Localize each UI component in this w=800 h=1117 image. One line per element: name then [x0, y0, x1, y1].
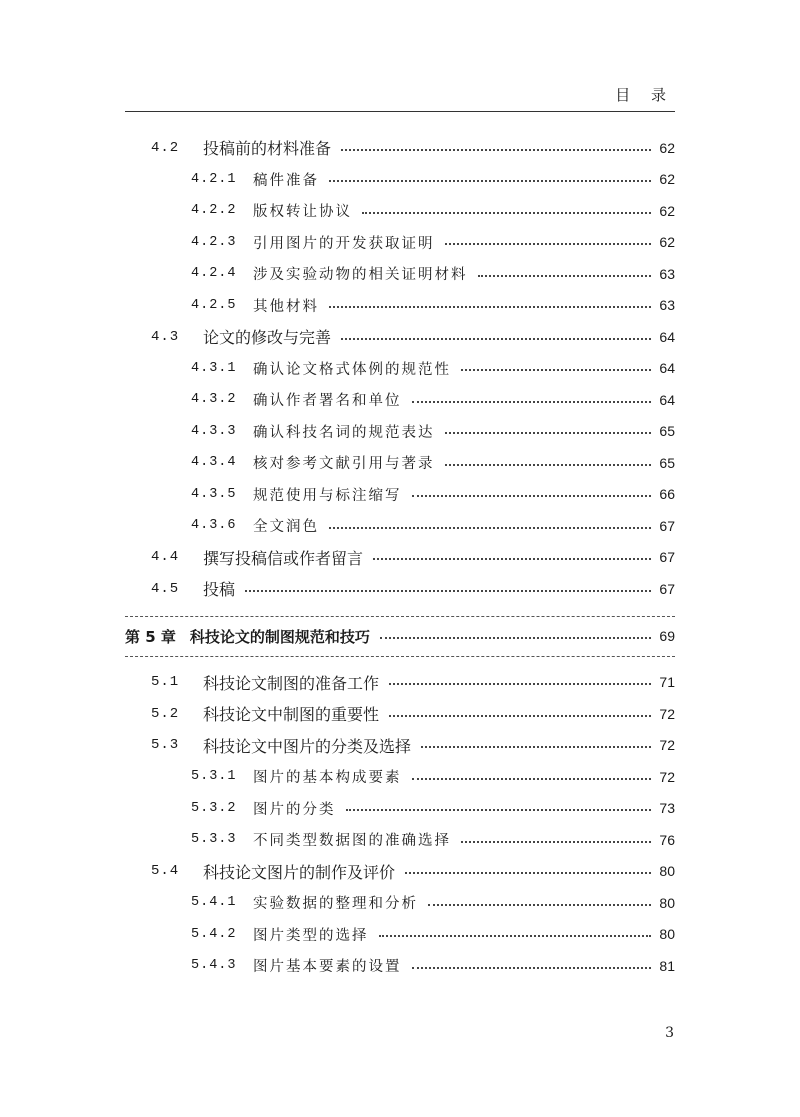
- toc-entry-page: 81: [659, 957, 675, 974]
- toc-entry-number: 4.4: [151, 549, 180, 566]
- toc-entry-number: 5.4: [151, 863, 180, 880]
- toc-entry-title: 科技论文中图片的分类及选择: [203, 736, 412, 756]
- toc-entry-number: 4.2.1: [191, 171, 237, 187]
- toc-entry-title: 核对参考文献引用与著录: [253, 456, 435, 473]
- toc-entry-title: 确认科技名词的规范表达: [253, 424, 435, 441]
- toc-subsection-entry: [125, 479, 675, 511]
- toc-entry-page: 65: [659, 423, 675, 440]
- toc-entry-number: 4.3.1: [191, 360, 237, 376]
- toc-subsection-entry: [125, 164, 675, 196]
- toc-entry-title: 图片的基本构成要素: [253, 770, 402, 787]
- toc-dot-leader: [478, 275, 652, 277]
- toc-subsection-entry: [125, 510, 675, 542]
- toc-dot-leader: [329, 306, 651, 308]
- toc-subsection-entry: [125, 824, 675, 856]
- toc-entry-page: 67: [659, 580, 675, 597]
- toc-entry-page: 62: [659, 202, 675, 219]
- running-header-title: 目 录: [615, 86, 674, 104]
- toc-subsection-entry: [125, 227, 675, 259]
- toc-entry-page: 62: [659, 234, 675, 251]
- toc-dot-leader: [461, 841, 651, 843]
- toc-entry-number: 4.3.2: [191, 392, 237, 408]
- toc-entry-number: 4.3: [151, 328, 180, 345]
- toc-entry-page: 80: [659, 926, 675, 943]
- toc-subsection-entry: [125, 353, 675, 385]
- toc-subsection-entry: [125, 919, 675, 951]
- toc-subsection-entry: [125, 447, 675, 479]
- toc-dot-leader: [389, 715, 651, 717]
- toc-entry-number: 4.3.5: [191, 486, 237, 502]
- toc-entry-title: 投稿: [203, 580, 236, 600]
- toc-entry-number: 4.3.4: [191, 455, 237, 471]
- toc-entry-page: 76: [659, 831, 675, 848]
- toc-section-entry: [125, 730, 675, 762]
- chapter-spacer: [125, 657, 675, 667]
- toc-entry-number: 4.2.3: [191, 234, 237, 250]
- toc-entry-page: 69: [659, 628, 675, 644]
- toc-entry-title: 涉及实验动物的相关证明材料: [253, 267, 468, 284]
- toc-dot-leader: [362, 212, 651, 214]
- toc-entry-number: 5.2: [151, 705, 180, 722]
- toc-dot-leader: [412, 778, 652, 780]
- toc-section-entry: [125, 667, 675, 699]
- toc-entry-title: 其他材料: [253, 298, 319, 315]
- toc-subsection-entry: [125, 950, 675, 982]
- toc-dot-leader: [405, 872, 651, 874]
- toc-dot-leader: [379, 935, 652, 937]
- toc-subsection-entry: [125, 195, 675, 227]
- toc-subsection-entry: [125, 290, 675, 322]
- toc-dot-leader: [341, 338, 651, 340]
- toc-entry-title: 确认论文格式体例的规范性: [253, 361, 451, 378]
- toc-dot-leader: [445, 432, 652, 434]
- toc-entry-title: 科技论文的制图规范和技巧: [189, 627, 370, 646]
- toc-entry-number: 4.2.5: [191, 297, 237, 313]
- toc-dot-leader: [428, 904, 651, 906]
- header-rule: [125, 111, 675, 112]
- toc-entry-number: 4.2.4: [191, 266, 237, 282]
- toc-entry-number: 5.3.2: [191, 800, 237, 816]
- toc-entry-page: 66: [659, 486, 675, 503]
- toc-dot-leader: [329, 527, 651, 529]
- toc-entry-number: 4.2.2: [191, 203, 237, 219]
- toc-entry-number: 4.5: [151, 580, 180, 597]
- toc-dot-leader: [245, 590, 651, 592]
- toc-section-entry: [125, 573, 675, 605]
- toc-entry-title: 科技论文制图的准备工作: [203, 673, 380, 693]
- toc-entry-title: 版权转让协议: [253, 204, 352, 221]
- toc-section-entry: [125, 321, 675, 353]
- toc-entry-title: 规范使用与标注缩写: [253, 487, 402, 504]
- toc-entry-page: 80: [659, 894, 675, 911]
- toc-entry-title: 投稿前的材料准备: [203, 139, 332, 159]
- toc-subsection-entry: [125, 258, 675, 290]
- toc-entry-title: 撰写投稿信或作者留言: [203, 548, 364, 568]
- toc-dot-leader: [412, 401, 652, 403]
- toc-subsection-entry: [125, 761, 675, 793]
- toc-dot-leader: [341, 149, 651, 151]
- toc-entry-title: 确认作者署名和单位: [253, 393, 402, 410]
- toc-entry-title: 全文润色: [253, 519, 319, 536]
- toc-entry-number: 5.4.3: [191, 958, 237, 974]
- toc-entry-page: 67: [659, 549, 675, 566]
- toc-entry-page: 72: [659, 768, 675, 785]
- toc-dot-leader: [389, 683, 651, 685]
- toc-entry-page: 72: [659, 737, 675, 754]
- toc-entry-page: 72: [659, 705, 675, 722]
- toc-entry-page: 62: [659, 139, 675, 156]
- toc-dot-leader: [380, 637, 652, 639]
- toc-entry-number: 5.3.1: [191, 769, 237, 785]
- toc-entry-page: 64: [659, 360, 675, 377]
- toc-entry-page: 64: [659, 328, 675, 345]
- toc-subsection-entry: [125, 384, 675, 416]
- toc-entry-title: 引用图片的开发获取证明: [253, 235, 435, 252]
- toc-entry-title: 图片的分类: [253, 801, 336, 818]
- toc-entry-title: 稿件准备: [253, 172, 319, 189]
- toc-entry-number: 5.4.1: [191, 895, 237, 911]
- toc-entry-page: 80: [659, 863, 675, 880]
- toc-entry-page: 63: [659, 297, 675, 314]
- toc-entry-title: 图片基本要素的设置: [253, 959, 402, 976]
- toc-entry-page: 65: [659, 454, 675, 471]
- toc-entry-page: 63: [659, 265, 675, 282]
- toc-dot-leader: [412, 495, 652, 497]
- toc-entry-page: 73: [659, 800, 675, 817]
- toc-dot-leader: [445, 243, 652, 245]
- toc-entry-number: 5.1: [151, 674, 180, 691]
- toc-dot-leader: [421, 746, 651, 748]
- toc-entry-number: 4.3.6: [191, 518, 237, 534]
- toc-entry-number: 5.3: [151, 737, 180, 754]
- toc-entry-title: 论文的修改与完善: [203, 328, 332, 348]
- toc-entry-number: 4.3.3: [191, 423, 237, 439]
- toc-entry-number: 4.2: [151, 139, 180, 156]
- toc-entry-number: 第 5 章: [125, 627, 176, 646]
- toc-section-entry: [125, 698, 675, 730]
- toc-section-entry: [125, 856, 675, 888]
- toc-subsection-entry: [125, 416, 675, 448]
- toc-entry-title: 图片类型的选择: [253, 927, 369, 944]
- toc-entry-page: 67: [659, 517, 675, 534]
- toc-dot-leader: [329, 180, 651, 182]
- toc-entry-title: 不同类型数据图的准确选择: [253, 833, 451, 850]
- toc-entry-page: 71: [659, 674, 675, 691]
- toc-entry-page: 62: [659, 171, 675, 188]
- toc-chapter-entry: [125, 616, 675, 657]
- toc-subsection-entry: [125, 887, 675, 919]
- toc-entry-title: 科技论文图片的制作及评价: [203, 862, 396, 882]
- toc-entry-number: 5.4.2: [191, 926, 237, 942]
- toc-entry-title: 实验数据的整理和分析: [253, 896, 418, 913]
- toc-dot-leader: [346, 809, 652, 811]
- toc-section-entry: [125, 542, 675, 574]
- toc-dot-leader: [373, 558, 651, 560]
- toc-section-entry: [125, 132, 675, 164]
- toc-entry-number: 5.3.3: [191, 832, 237, 848]
- toc-dot-leader: [412, 967, 652, 969]
- toc-subsection-entry: [125, 793, 675, 825]
- table-of-contents: [125, 132, 675, 982]
- toc-dot-leader: [461, 369, 651, 371]
- page-number: 3: [665, 1025, 674, 1041]
- toc-entry-page: 64: [659, 391, 675, 408]
- toc-entry-title: 科技论文中制图的重要性: [203, 705, 380, 725]
- toc-dot-leader: [445, 464, 652, 466]
